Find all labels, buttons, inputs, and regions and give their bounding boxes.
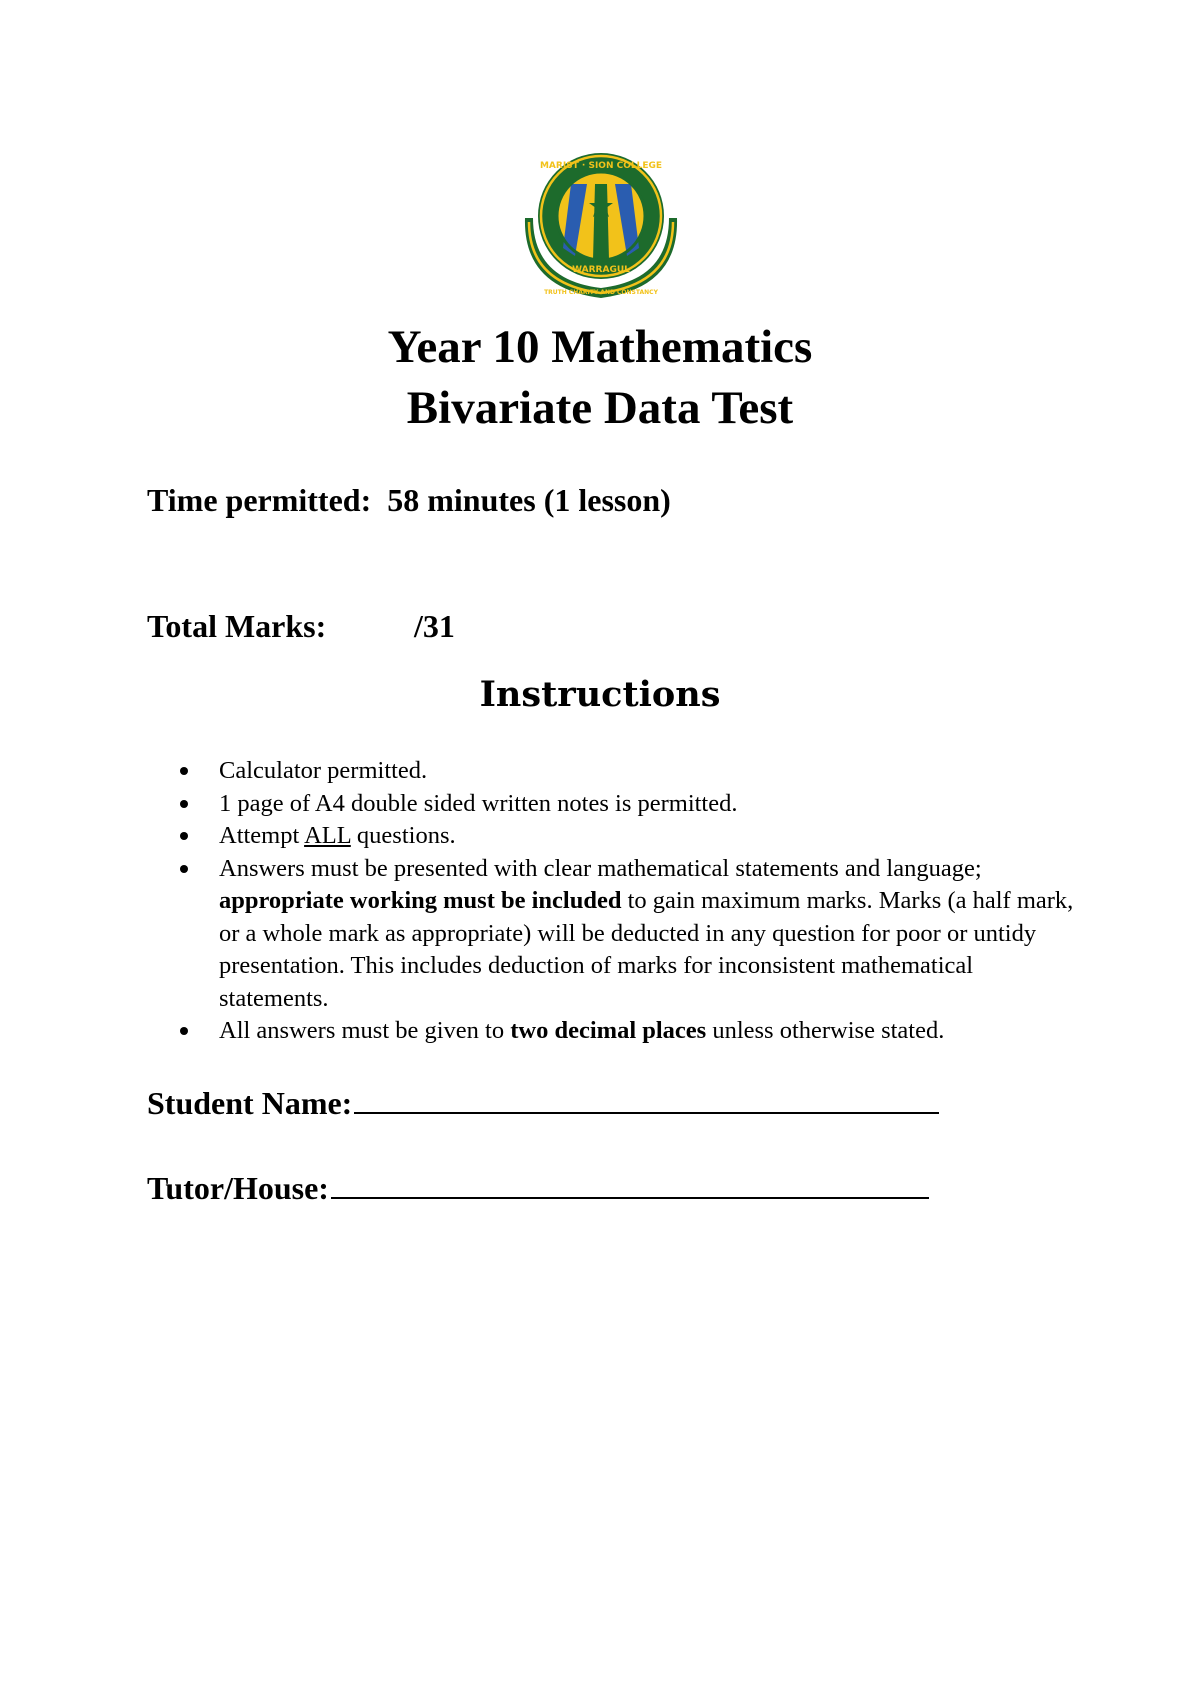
bullet-icon <box>180 800 188 808</box>
svg-text:TRUTH CHARITY AND CONSTANCY: TRUTH CHARITY AND CONSTANCY <box>544 289 658 296</box>
college-crest-logo <box>519 148 683 316</box>
time-permitted <box>147 480 671 520</box>
student-name-field <box>147 1082 939 1123</box>
emphasis-decimal-places: two decimal places <box>510 1017 707 1044</box>
list-item: Attempt ALL questions. <box>176 820 1076 853</box>
emphasis-working: appropriate working must be included <box>219 887 622 914</box>
list-item: Calculator permitted. <box>176 755 1076 788</box>
tutor-house-blank[interactable] <box>331 1167 929 1199</box>
list-item: All answers must be given to two decimal places unless otherwise stated. <box>176 1015 1076 1048</box>
page-title-line1: Year 10 Mathematics <box>387 321 813 373</box>
student-name-label: Student Name: <box>147 1085 353 1121</box>
list-item: Answers must be presented with clear mathematical statements and language; appropriate working must be included to gain maximum marks. Marks (a half mark, or a whole mark as appropriate) will be deducted in any question for poor or untidy presentation. This includes deduction of marks for inconsistent mathematical statements. <box>176 853 1076 1016</box>
tutor-house-field <box>147 1167 929 1208</box>
underlined-all: ALL <box>304 822 351 849</box>
time-value: 58 minutes (1 lesson) <box>387 482 671 518</box>
time-label: Time permitted: <box>147 482 372 518</box>
marks-label: Total Marks: <box>147 608 327 644</box>
bullet-icon <box>180 1027 188 1035</box>
tutor-house-label: Tutor/House: <box>147 1170 329 1206</box>
bullet-icon <box>180 767 188 775</box>
svg-text:WARRAGUL: WARRAGUL <box>572 265 630 275</box>
bullet-icon <box>180 865 188 873</box>
list-item: 1 page of A4 double sided written notes is permitted. <box>176 788 1076 821</box>
bullet-icon <box>180 832 188 840</box>
svg-text:MARIST · SION COLLEGE: MARIST · SION COLLEGE <box>539 161 663 171</box>
student-name-blank[interactable] <box>354 1082 939 1114</box>
instructions-heading: Instructions <box>479 674 721 715</box>
page-title-line2: Bivariate Data Test <box>406 382 794 434</box>
instructions-list <box>176 755 1076 1048</box>
total-marks <box>147 606 455 646</box>
marks-value: /31 <box>414 608 455 644</box>
